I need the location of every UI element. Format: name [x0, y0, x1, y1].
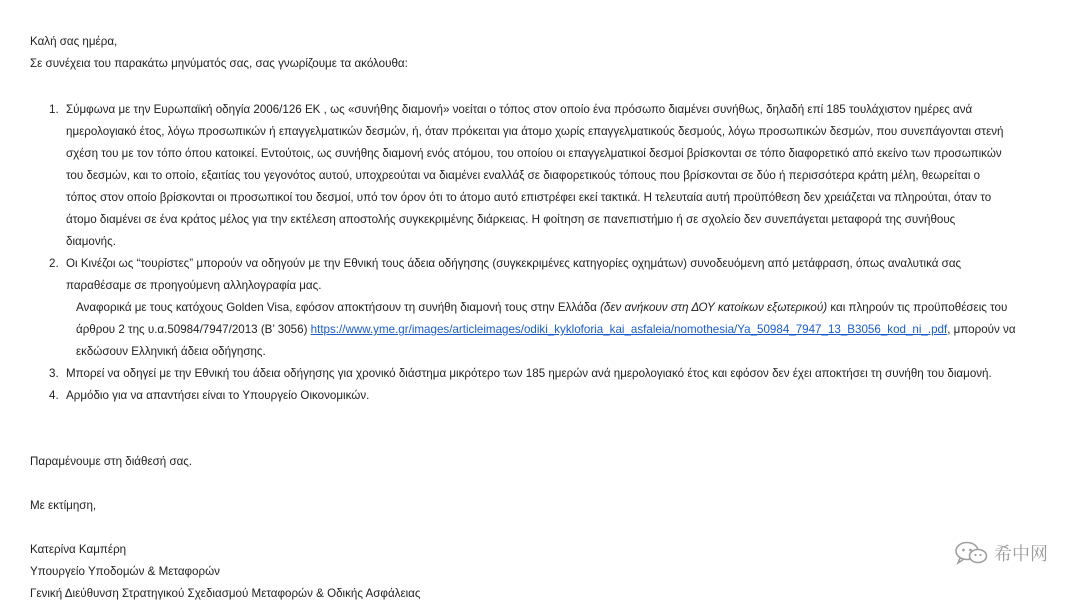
regards-text: Με εκτίμηση, — [30, 499, 97, 512]
intro-text: Σε συνέχεια του παρακάτω μηνύματός σας, σας γνωρίζουμε τα ακόλουθα: — [30, 57, 408, 70]
note-italic: (δεν ανήκουν στη ΔΟΥ κατοίκων εξωτερικού) — [600, 301, 828, 314]
list-item — [49, 99, 1073, 253]
signature-ministry: Υπουργείο Υποδομών & Μεταφορών — [30, 565, 220, 578]
golden-visa-note — [76, 297, 1073, 363]
list-item-line: του δεσμών, και το οποίο, εξαιτίας του γεγονότος αυτού, υποχρεούται να διαμένει εναλλάξ σε διαφορετικούς τόπους που βρίσκονται σε δύο ή περισσότερα κράτη μέλη, θεωρείται ο — [66, 169, 981, 182]
list-number: 2. — [49, 257, 59, 270]
greeting: Καλή σας ημέρα, — [30, 35, 118, 48]
list-item-line: Σύμφωνα με την Ευρωπαϊκή οδηγία 2006/126 ΕΚ , ως «συνήθης διαμονή» νοείται ο τόπος στον οποίο ένα πρόσωπο διαμένει συνήθως, δηλαδή επί 185 τουλάχιστον ημέρες ανά — [66, 103, 973, 116]
list-item-line: άτομο διαμένει σε ένα κράτος μέλος για την εκτέλεση αποστολής συγκεκριμένης διάρκειας. Η φοίτηση σε πανεπιστήμιο ή σε σχολείο δεν συνεπάγεται μεταφορά της συνήθους — [66, 213, 956, 226]
signature-name: Κατερίνα Καμπέρη — [30, 543, 127, 556]
note-text: , μπορούν να — [947, 323, 1016, 336]
note-text: άρθρου 2 της υ.α.50984/7947/2013 (Β’ 3056) — [76, 323, 311, 336]
list-number: 4. — [49, 389, 59, 402]
wechat-icon — [954, 541, 988, 565]
list-item-line: σχέση του με τον τόπο όπου κατοικεί. Εντούτοις, ως συνήθης διαμονή ενός ατόμου, του οποίου οι επαγγελματικοί δεσμοί βρίσκονται σε τόπο διαφορετικό από εκείνο των προσωπικών — [66, 147, 1002, 160]
list-number: 1. — [49, 103, 59, 116]
note-line — [76, 297, 1073, 319]
watermark-text: 希中网 — [994, 544, 1048, 565]
closing-text: Παραμένουμε στη διάθεσή σας. — [30, 455, 193, 468]
note-text: Αναφορικά με τους κατόχους Golden Visa, εφόσον αποκτήσουν τη συνήθη διαμονή τους στην Ελλάδα — [76, 301, 601, 314]
email-body — [30, 31, 1075, 605]
list-item-line: παραθέσαμε σε προηγούμενη αλληλογραφία μας. — [66, 279, 322, 292]
list-number: 3. — [49, 367, 59, 380]
list-item — [49, 253, 1073, 363]
note-line: εκδώσουν Ελληνική άδεια οδήγησης. — [76, 345, 266, 358]
regulation-link[interactable]: https://www.yme.gr/images/articleimages/odiki_kykloforia_kai_asfaleia/nomothesia/Ya_50984_7947_13_B3056_kod_ni_.pdf — [310, 323, 948, 336]
list-item — [49, 385, 1073, 407]
note-text: και πληρούν τις προϋποθέσεις του — [827, 301, 1008, 314]
list-item-line: διαμονής. — [66, 235, 116, 248]
note-line — [76, 319, 1073, 341]
list-item-line: τόπος στον οποίο βρίσκονται οι προσωπικοί του δεσμοί, υπό τον όρον ότι το άτομο αυτό επιστρέφει εκεί τακτικά. Η τελευταία αυτή προϋπόθεση δεν χρειάζεται να πληρούται, όταν το — [66, 191, 992, 204]
list-item — [49, 363, 1073, 385]
numbered-list — [49, 99, 1073, 407]
watermark — [954, 540, 1048, 566]
list-item-line: ημερολογιακό έτος, λόγω προσωπικών ή επαγγελματικών δεσμών, ή, όταν πρόκειται για άτομο χωρίς επαγγελματικούς δεσμούς, λόγω προσωπικών δεσμών, που συνεπάγονται στενή — [66, 125, 1004, 138]
list-item-line: Μπορεί να οδηγεί με την Εθνική του άδεια οδήγησης για χρονικό διάστημα μικρότερο των 185 ημερών ανά ημερολογιακό έτος και εφόσον δεν έχει αποκτήσει τη συνήθη του διαμονή. — [66, 367, 992, 380]
list-item-line: Αρμόδιο για να απαντήσει είναι το Υπουργείο Οικονομικών. — [66, 389, 370, 402]
signature-directorate: Γενική Διεύθυνση Στρατηγικού Σχεδιασμού Μεταφορών & Οδικής Ασφάλειας — [30, 587, 421, 600]
list-item-line: Οι Κινέζοι ως “τουρίστες” μπορούν να οδηγούν με την Εθνική τους άδεια οδήγησης (συγκεκριμένες κατηγορίες οχημάτων) συνοδευόμενη από μετάφραση, όπως αναλυτικά σας — [66, 257, 962, 270]
